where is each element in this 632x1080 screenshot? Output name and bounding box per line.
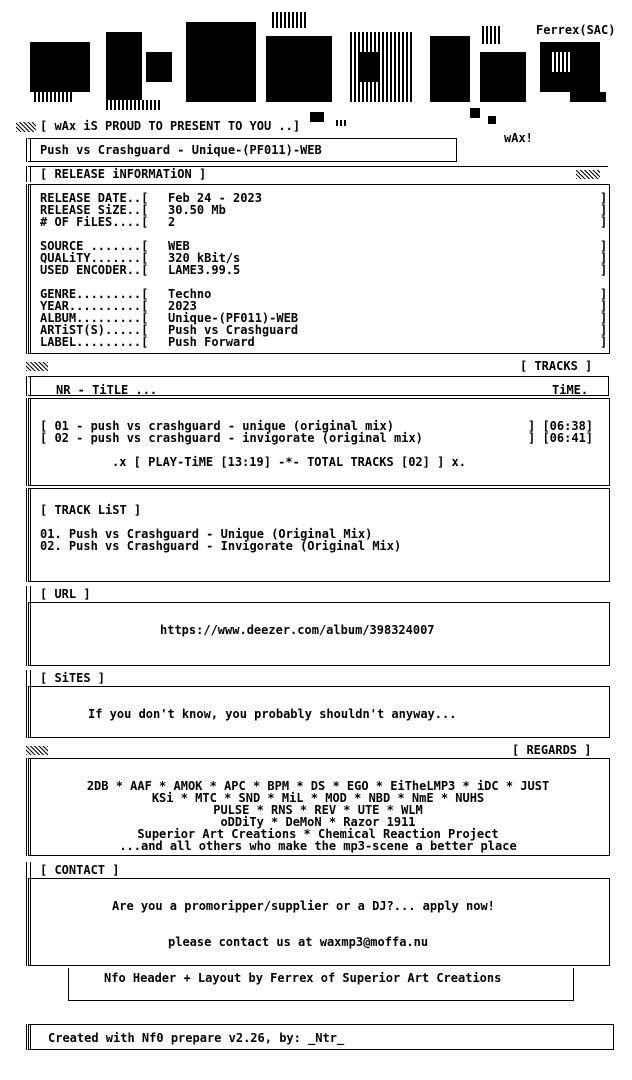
release-info-value: 2 bbox=[168, 215, 176, 229]
release-info-bracket: ] bbox=[600, 323, 608, 337]
logo-block bbox=[186, 22, 256, 102]
title-box-left-rule bbox=[26, 138, 31, 162]
logo-block bbox=[310, 112, 324, 122]
release-info-bracket: ] bbox=[600, 335, 608, 349]
release-info-section-label: [ RELEASE iNFORMATiON ] bbox=[40, 167, 207, 181]
release-info-bracket: ] bbox=[600, 239, 608, 253]
track-time: ] [06:38] bbox=[528, 419, 594, 433]
ansi-credit: Ferrex(SAC) bbox=[536, 23, 616, 37]
logo-block bbox=[106, 32, 142, 102]
contact-email-line[interactable]: please contact us at waxmp3@moffa.nu bbox=[168, 935, 429, 949]
regards-line: 2DB * AAF * AMOK * APC * BPM * DS * EGO * EiTheLMP3 * iDC * JUST bbox=[86, 779, 550, 793]
release-info-bracket: ] bbox=[600, 191, 608, 205]
hatch-decoration-regards bbox=[26, 746, 48, 755]
release-info-label: RELEASE DATE..[ bbox=[40, 191, 149, 205]
contact-box bbox=[28, 878, 610, 966]
contact-line-1: Are you a promoripper/supplier or a DJ?... apply now! bbox=[112, 899, 495, 913]
release-info-left-rule bbox=[26, 184, 31, 354]
url-left-rule bbox=[26, 586, 31, 666]
sites-section-label: [ SiTES ] bbox=[40, 671, 106, 685]
release-info-label: YEAR..........[ bbox=[40, 299, 149, 313]
logo-block bbox=[272, 12, 308, 28]
release-info-bracket: ] bbox=[600, 203, 608, 217]
logo-block bbox=[30, 42, 90, 92]
track-row: [ 01 - push vs crashguard - unique (original mix) bbox=[40, 419, 395, 433]
logo-block bbox=[488, 116, 496, 124]
logo-block bbox=[482, 26, 500, 44]
logo-block bbox=[360, 52, 380, 82]
release-title: Push vs Crashguard - Unique-(PF011)-WEB bbox=[40, 143, 322, 157]
release-info-value: Unique-(PF011)-WEB bbox=[168, 311, 299, 325]
hatch-decoration-left bbox=[16, 122, 36, 132]
contact-left-rule bbox=[26, 862, 31, 966]
release-info-value: Feb 24 - 2023 bbox=[168, 191, 262, 205]
release-info-value: WEB bbox=[168, 239, 190, 253]
release-info-value: LAME3.99.5 bbox=[168, 263, 241, 277]
release-info-bracket: ] bbox=[600, 263, 608, 277]
regards-section-label: [ REGARDS ] bbox=[512, 743, 592, 757]
release-info-label: LABEL.........[ bbox=[40, 335, 149, 349]
release-info-label: SOURCE .......[ bbox=[40, 239, 149, 253]
regards-line: PULSE * RNS * REV * UTE * WLM bbox=[213, 803, 423, 817]
release-info-header-left-rule bbox=[26, 166, 31, 182]
hatch-decoration-right bbox=[576, 170, 600, 179]
release-info-value: 30.50 Mb bbox=[168, 203, 226, 217]
release-info-value: Push Forward bbox=[168, 335, 255, 349]
proud-line: [ wAx iS PROUD TO PRESENT TO YOU ..] bbox=[40, 119, 301, 133]
logo-block bbox=[336, 120, 346, 126]
regards-line: Superior Art Creations * Chemical Reaction Project bbox=[137, 827, 499, 841]
logo-block bbox=[470, 108, 480, 118]
regards-line: KSi * MTC * SND * MiL * MOD * NBD * NmE * NUHS bbox=[151, 791, 485, 805]
tracks-summary: .x [ PLAY-TiME [13:19] -*- TOTAL TRACKS [02] ] x. bbox=[112, 455, 467, 469]
release-info-bracket: ] bbox=[600, 287, 608, 301]
release-info-label: # OF FiLES....[ bbox=[40, 215, 149, 229]
url-link[interactable]: https://www.deezer.com/album/398324007 bbox=[160, 623, 435, 637]
sites-left-rule bbox=[26, 670, 31, 738]
track-list-item: 02. Push vs Crashguard - Invigorate (Original Mix) bbox=[40, 539, 402, 553]
layout-credit: Nfo Header + Layout by Ferrex of Superior Art Creations bbox=[104, 971, 502, 985]
regards-line: ...and all others who make the mp3-scene a better place bbox=[119, 839, 517, 853]
release-info-value: 320 kBit/s bbox=[168, 251, 241, 265]
release-info-label: RELEASE SiZE..[ bbox=[40, 203, 149, 217]
logo-block bbox=[286, 68, 312, 92]
track-list-item: 01. Push vs Crashguard - Unique (Original Mix) bbox=[40, 527, 373, 541]
logo-block bbox=[430, 36, 470, 102]
logo-block bbox=[570, 92, 606, 102]
url-section-label: [ URL ] bbox=[40, 587, 91, 601]
track-row: [ 02 - push vs crashguard - invigorate (original mix) bbox=[40, 431, 423, 445]
logo-block bbox=[146, 52, 172, 82]
release-info-value: 2023 bbox=[168, 299, 197, 313]
release-info-bracket: ] bbox=[600, 311, 608, 325]
regards-line: oDDiTy * DeMoN * Razor 1911 bbox=[220, 815, 416, 829]
tracks-left-rule bbox=[26, 398, 31, 486]
release-info-label: USED ENCODER..[ bbox=[40, 263, 149, 277]
release-info-bracket: ] bbox=[600, 251, 608, 265]
release-info-bracket: ] bbox=[600, 299, 608, 313]
sites-text: If you don't know, you probably shouldn't anyway... bbox=[88, 707, 457, 721]
track-list-section-label: [ TRACK LiST ] bbox=[40, 503, 142, 517]
release-info-label: GENRE.........[ bbox=[40, 287, 149, 301]
track-time: ] [06:41] bbox=[528, 431, 594, 445]
tracks-col-time: TiME. bbox=[552, 383, 589, 397]
release-info-bracket: ] bbox=[600, 215, 608, 229]
tracks-section-label: [ TRACKS ] bbox=[520, 359, 593, 373]
tracks-header-left-rule bbox=[26, 376, 31, 396]
tracks-col-nr-title: NR - TiTLE ... bbox=[56, 383, 158, 397]
created-with-left-rule bbox=[26, 1024, 31, 1050]
logo-block bbox=[210, 42, 230, 62]
logo-block bbox=[106, 100, 162, 110]
hatch-decoration-tracks bbox=[26, 362, 48, 371]
track-list-left-rule bbox=[26, 488, 31, 582]
logo-block bbox=[34, 92, 74, 102]
created-with: Created with Nf0 prepare v2.26, by: _Ntr_ bbox=[48, 1031, 345, 1045]
release-info-label: ARTiST(S).....[ bbox=[40, 323, 149, 337]
release-info-label: QUALiTY.......[ bbox=[40, 251, 149, 265]
logo-block bbox=[540, 42, 600, 92]
logo-block bbox=[550, 52, 570, 72]
release-info-value: Push vs Crashguard bbox=[168, 323, 299, 337]
release-info-label: ALBUM.........[ bbox=[40, 311, 149, 325]
logo-block bbox=[480, 52, 526, 102]
release-info-value: Techno bbox=[168, 287, 212, 301]
contact-section-label: [ CONTACT ] bbox=[40, 863, 120, 877]
wax-ascii-logo bbox=[10, 12, 620, 124]
wax-tag: wAx! bbox=[504, 131, 533, 145]
